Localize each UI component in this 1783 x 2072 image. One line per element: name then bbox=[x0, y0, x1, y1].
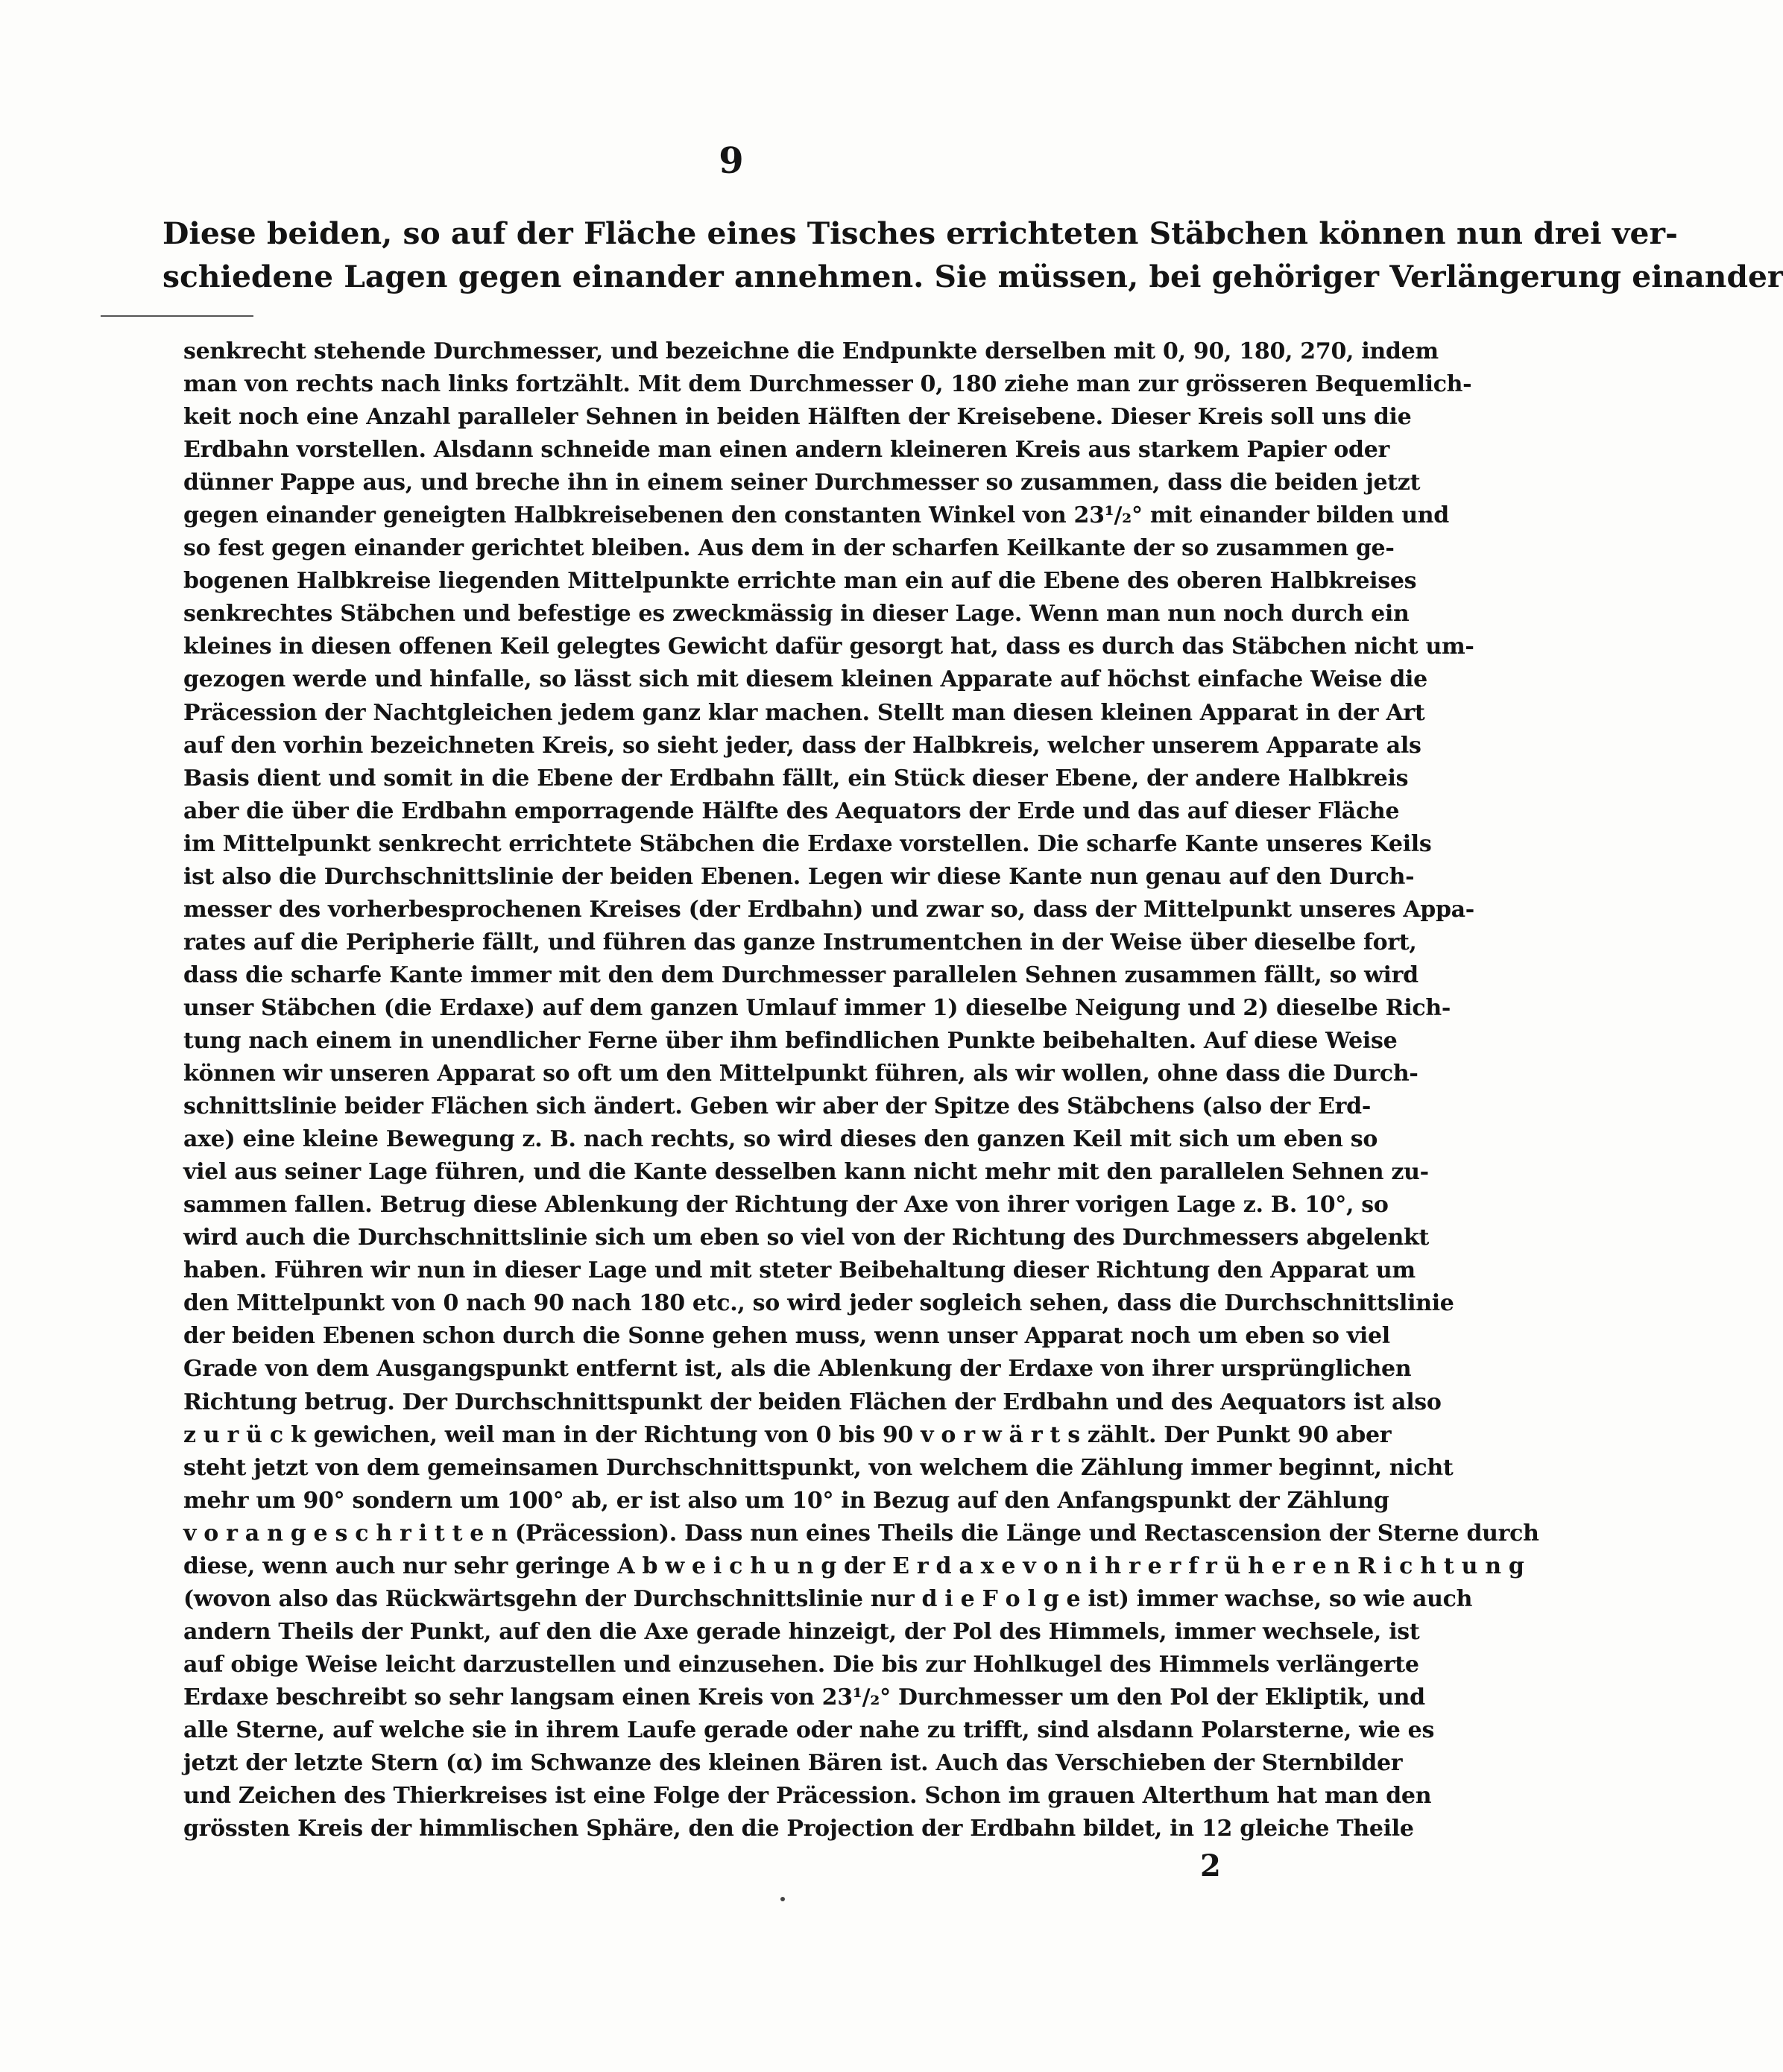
text-line: kleines in diesen offenen Keil gelegtes Gewicht dafür gesorgt hat, dass es durch das Stäbchen nicht um- bbox=[183, 634, 1474, 660]
text-line: Präcession der Nachtgleichen jedem ganz klar machen. Stellt man diesen kleinen Apparat in der Art bbox=[183, 699, 1425, 726]
signature-mark: 2 bbox=[1200, 1848, 1221, 1883]
text-line: tung nach einem in unendlicher Ferne über ihm befindlichen Punkte beibehalten. Auf diese Weise bbox=[183, 1027, 1398, 1054]
text-line: auf den vorhin bezeichneten Kreis, so sieht jeder, dass der Halbkreis, welcher unserem Apparate als bbox=[183, 732, 1421, 759]
text-line: senkrecht stehende Durchmesser, und bezeichne die Endpunkte derselben mit 0, 90, 180, 270, indem bbox=[183, 338, 1439, 364]
text-line: haben. Führen wir nun in dieser Lage und mit steter Beibehaltung dieser Richtung den Apparat um bbox=[183, 1257, 1416, 1284]
text-line: dünner Pappe aus, und breche ihn in einem seiner Durchmesser so zusammen, dass die beiden jetzt bbox=[183, 470, 1421, 496]
text-line: so fest gegen einander gerichtet bleiben. Aus dem in der scharfen Keilkante der so zusammen ge- bbox=[183, 535, 1395, 562]
text-line: gezogen werde und hinfalle, so lässt sich mit diesem kleinen Apparate auf höchst einfache Weise die bbox=[183, 666, 1427, 693]
text-line: viel aus seiner Lage führen, und die Kante desselben kann nicht mehr mit den parallelen Sehnen zu- bbox=[183, 1159, 1429, 1186]
text-line: Basis dient und somit in die Ebene der Erdbahn fällt, ein Stück dieser Ebene, der andere Halbkreis bbox=[183, 765, 1409, 792]
text-line: auf obige Weise leicht darzustellen und einzusehen. Die bis zur Hohlkugel des Himmels verlängerte bbox=[183, 1651, 1419, 1678]
text-line: den Mittelpunkt von 0 nach 90 nach 180 etc., so wird jeder sogleich sehen, dass die Durchschnittslinie bbox=[183, 1290, 1454, 1317]
text-line: Erdaxe beschreibt so sehr langsam einen Kreis von 23¹/₂° Durchmesser um den Pol der Ekliptik, und bbox=[183, 1684, 1425, 1711]
intro-paragraph bbox=[162, 212, 1783, 299]
text-line: gegen einander geneigten Halbkreisebenen den constanten Winkel von 23¹/₂° mit einander bilden und bbox=[183, 502, 1449, 529]
text-line: unser Stäbchen (die Erdaxe) auf dem ganzen Umlauf immer 1) dieselbe Neigung und 2) dieselbe Rich- bbox=[183, 994, 1451, 1021]
text-line: und Zeichen des Thierkreises ist eine Folge der Präcession. Schon im grauen Alterthum hat man den bbox=[183, 1783, 1432, 1810]
intro-line: Diese beiden, so auf der Fläche eines Tisches errichteten Stäbchen können nun drei ver- bbox=[162, 216, 1678, 251]
separator-rule bbox=[101, 315, 253, 317]
text-line: dass die scharfe Kante immer mit den dem Durchmesser parallelen Sehnen zusammen fällt, so wird bbox=[183, 961, 1418, 988]
text-line: wird auch die Durchschnittslinie sich um eben so viel von der Richtung des Durchmessers abgelenkt bbox=[183, 1225, 1430, 1251]
text-line: Erdbahn vorstellen. Alsdann schneide man einen andern kleineren Kreis aus starkem Papier oder bbox=[183, 437, 1389, 464]
text-line: mehr um 90° sondern um 100° ab, er ist also um 10° in Bezug auf den Anfangspunkt der Zählung bbox=[183, 1487, 1389, 1514]
text-line: ist also die Durchschnittslinie der beiden Ebenen. Legen wir diese Kante nun genau auf den Durch- bbox=[183, 863, 1415, 890]
text-line: grössten Kreis der himmlischen Sphäre, den die Projection der Erdbahn bildet, in 12 gleiche Theile bbox=[183, 1816, 1414, 1842]
body-paragraph bbox=[183, 335, 1539, 1845]
text-line: keit noch eine Anzahl paralleler Sehnen in beiden Hälften der Kreisebene. Dieser Kreis soll uns die bbox=[183, 404, 1412, 431]
page-number: 9 bbox=[719, 140, 744, 182]
text-line: alle Sterne, auf welche sie in ihrem Laufe gerade oder nahe zu trifft, sind alsdann Polarsterne, wie es bbox=[183, 1716, 1435, 1743]
ink-speck bbox=[780, 1897, 785, 1901]
text-line: aber die über die Erdbahn emporragende Hälfte des Aequators der Erde und das auf dieser Fläche bbox=[183, 797, 1400, 824]
intro-line: schiedene Lagen gegen einander annehmen. Sie müssen, bei gehöriger Verlängerung einander bbox=[162, 259, 1783, 294]
text-line: diese, wenn auch nur sehr geringe A b w e i c h u n g der E r d a x e v o n i h r e r f r ü h e r e n R i c h t u n g bbox=[183, 1553, 1524, 1579]
text-line: schnittslinie beider Flächen sich ändert. Geben wir aber der Spitze des Stäbchens (also der Erd- bbox=[183, 1093, 1371, 1120]
text-line: der beiden Ebenen schon durch die Sonne gehen muss, wenn unser Apparat noch um eben so viel bbox=[183, 1323, 1390, 1350]
text-line: sammen fallen. Betrug diese Ablenkung der Richtung der Axe von ihrer vorigen Lage z. B. 10°, so bbox=[183, 1192, 1389, 1219]
text-line: axe) eine kleine Bewegung z. B. nach rechts, so wird dieses den ganzen Keil mit sich um eben so bbox=[183, 1126, 1378, 1153]
text-line: können wir unseren Apparat so oft um den Mittelpunkt führen, als wir wollen, ohne dass die Durch- bbox=[183, 1061, 1418, 1087]
text-line: messer des vorherbesprochenen Kreises (der Erdbahn) und zwar so, dass der Mittelpunkt unseres Appa- bbox=[183, 896, 1474, 923]
text-line: jetzt der letzte Stern (α) im Schwanze des kleinen Bären ist. Auch das Verschieben der Sternbilder bbox=[183, 1750, 1403, 1777]
text-line: andern Theils der Punkt, auf den die Axe gerade hinzeigt, der Pol des Himmels, immer wechsele, ist bbox=[183, 1618, 1420, 1645]
text-line: v o r a n g e s c h r i t t e n (Präcession). Dass nun eines Theils die Länge und Rectascension der Sterne durch bbox=[183, 1520, 1539, 1547]
text-line: rates auf die Peripherie fällt, und führen das ganze Instrumentchen in der Weise über dieselbe fort, bbox=[183, 929, 1417, 956]
text-line: (wovon also das Rückwärtsgehn der Durchschnittslinie nur d i e F o l g e ist) immer wachse, so wie auch bbox=[183, 1585, 1473, 1612]
text-line: Grade von dem Ausgangspunkt entfernt ist, als die Ablenkung der Erdaxe von ihrer ursprünglichen bbox=[183, 1356, 1412, 1383]
text-line: z u r ü c k gewichen, weil man in der Richtung von 0 bis 90 v o r w ä r t s zählt. Der Punkt 90 aber bbox=[183, 1421, 1392, 1448]
text-line: senkrechtes Stäbchen und befestige es zweckmässig in dieser Lage. Wenn man nun noch durch ein bbox=[183, 601, 1410, 628]
text-line: im Mittelpunkt senkrecht errichtete Stäbchen die Erdaxe vorstellen. Die scharfe Kante unseres Keils bbox=[183, 830, 1432, 857]
text-line: steht jetzt von dem gemeinsamen Durchschnittspunkt, von welchem die Zählung immer beginnt, nicht bbox=[183, 1454, 1454, 1481]
text-line: bogenen Halbkreise liegenden Mittelpunkte errichte man ein auf die Ebene des oberen Halbkreises bbox=[183, 568, 1417, 595]
text-line: man von rechts nach links fortzählt. Mit dem Durchmesser 0, 180 ziehe man zur grösseren Bequemlich- bbox=[183, 371, 1472, 398]
text-line: Richtung betrug. Der Durchschnittspunkt der beiden Flächen der Erdbahn und des Aequators ist also bbox=[183, 1389, 1442, 1415]
